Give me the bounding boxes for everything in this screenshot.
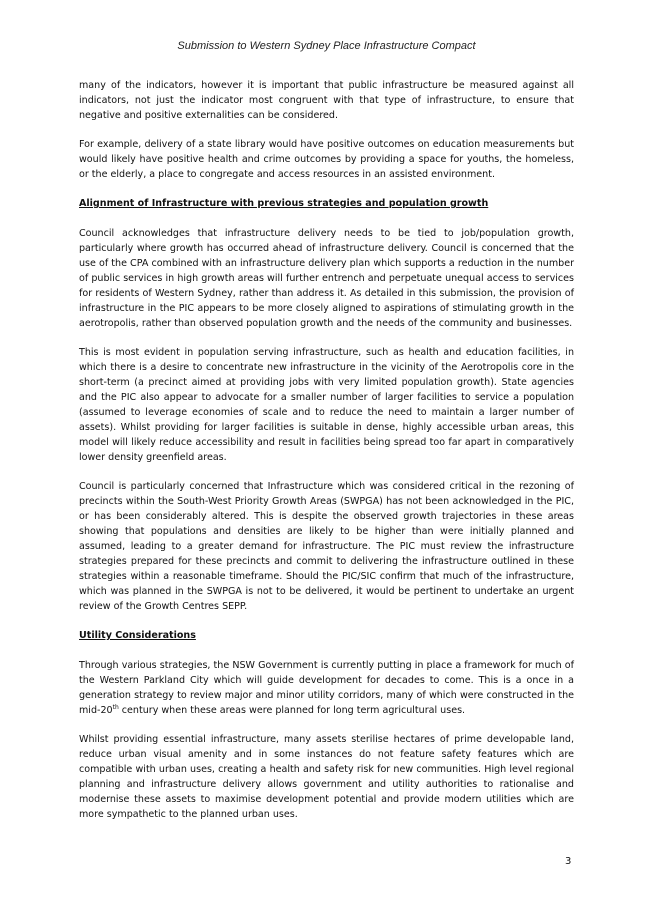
page-body <box>79 78 574 836</box>
heading-utility: Utility Considerations <box>79 630 196 641</box>
heading-alignment: Alignment of Infrastructure with previous strategies and population growth <box>79 198 489 209</box>
superscript-th: th <box>112 703 119 711</box>
paragraph-various-strategies-text: Through various strategies, the NSW Government is currently putting in place a framework for much of the Western Parkland City which will guide development for decades to come. This is a once in a generation strategy to review major and minor utility corridors, many of which were constructed in the mid-20 <box>79 660 574 716</box>
paragraph-council-concerned: Council is particularly concerned that Infrastructure which was considered critical in the rezoning of precincts within the South-West Priority Growth Areas (SWPGA) has not been acknowledged in the PIC, or has been considerably altered. This is despite the observed growth trajectories in these areas showing that populations and densities are likely to be higher than were initially planned and assumed, leading to a greater demand for infrastructure. The PIC must review the infrastructure strategies prepared for these precincts and commit to delivering the infrastructure outlined in these strategies within a reasonable timeframe. Should the PIC/SIC confirm that much of the infrastructure, which was planned in the SWPGA is not to be delivered, it would be pertinent to undertake an urgent review of the Growth Centres SEPP. <box>79 481 574 612</box>
paragraph-various-strategies <box>79 658 574 718</box>
paragraph-council-acknowledges: Council acknowledges that infrastructure delivery needs to be tied to job/population growth, particularly where growth has occurred ahead of infrastructure delivery. Council is concerned that the use of the CPA combined with an infrastructure delivery plan which supports a reduction in the number of public services in high growth areas will further entrench and perpetuate unequal access to services for residents of Western Sydney, rather than address it. As detailed in this submission, the provision of infrastructure in the PIC appears to be more closely aligned to aspirations of stimulating growth in the aerotropolis, rather than observed population growth and the needs of the community and businesses. <box>79 228 574 329</box>
paragraph-essential-infrastructure: Whilst providing essential infrastructure, many assets sterilise hectares of prime developable land, reduce urban visual amenity and in some instances do not feature safety features which are compatible with urban uses, creating a health and safety risk for new communities. High level regional planning and infrastructure delivery allows government and utility authorities to rationalise and modernise these assets to maximise development potential and provide modern utilities which are more sympathetic to the planned urban uses. <box>79 734 574 820</box>
paragraph-various-strategies-end: century when these areas were planned for long term agricultural uses. <box>118 705 466 716</box>
page-header: Submission to Western Sydney Place Infrastructure Compact <box>177 40 476 52</box>
paragraph-indicators: many of the indicators, however it is important that public infrastructure be measured against all indicators, not just the indicator most congruent with that type of infrastructure, to ensure that negative and positive externalities can be considered. <box>79 80 574 121</box>
paragraph-population-serving: This is most evident in population serving infrastructure, such as health and education facilities, in which there is a desire to concentrate new infrastructure in the vicinity of the Aerotropolis core in the short-term (a precinct aimed at providing jobs with very limited population growth). State agencies and the PIC also appear to advocate for a smaller number of larger facilities to service a population (assumed to leverage economies of scale and to reduce the need to maintain a larger number of assets). Whilst providing for larger facilities is suitable in dense, highly accessible urban areas, this model will likely reduce accessibility and result in facilities being spread too far apart in comparatively lower density greenfield areas. <box>79 347 574 463</box>
paragraph-state-library: For example, delivery of a state library would have positive outcomes on education measurements but would likely have positive health and crime outcomes by providing a space for youths, the homeless, or the elderly, a place to congregate and access resources in an assisted environment. <box>79 139 574 180</box>
page-number: 3 <box>565 856 572 867</box>
